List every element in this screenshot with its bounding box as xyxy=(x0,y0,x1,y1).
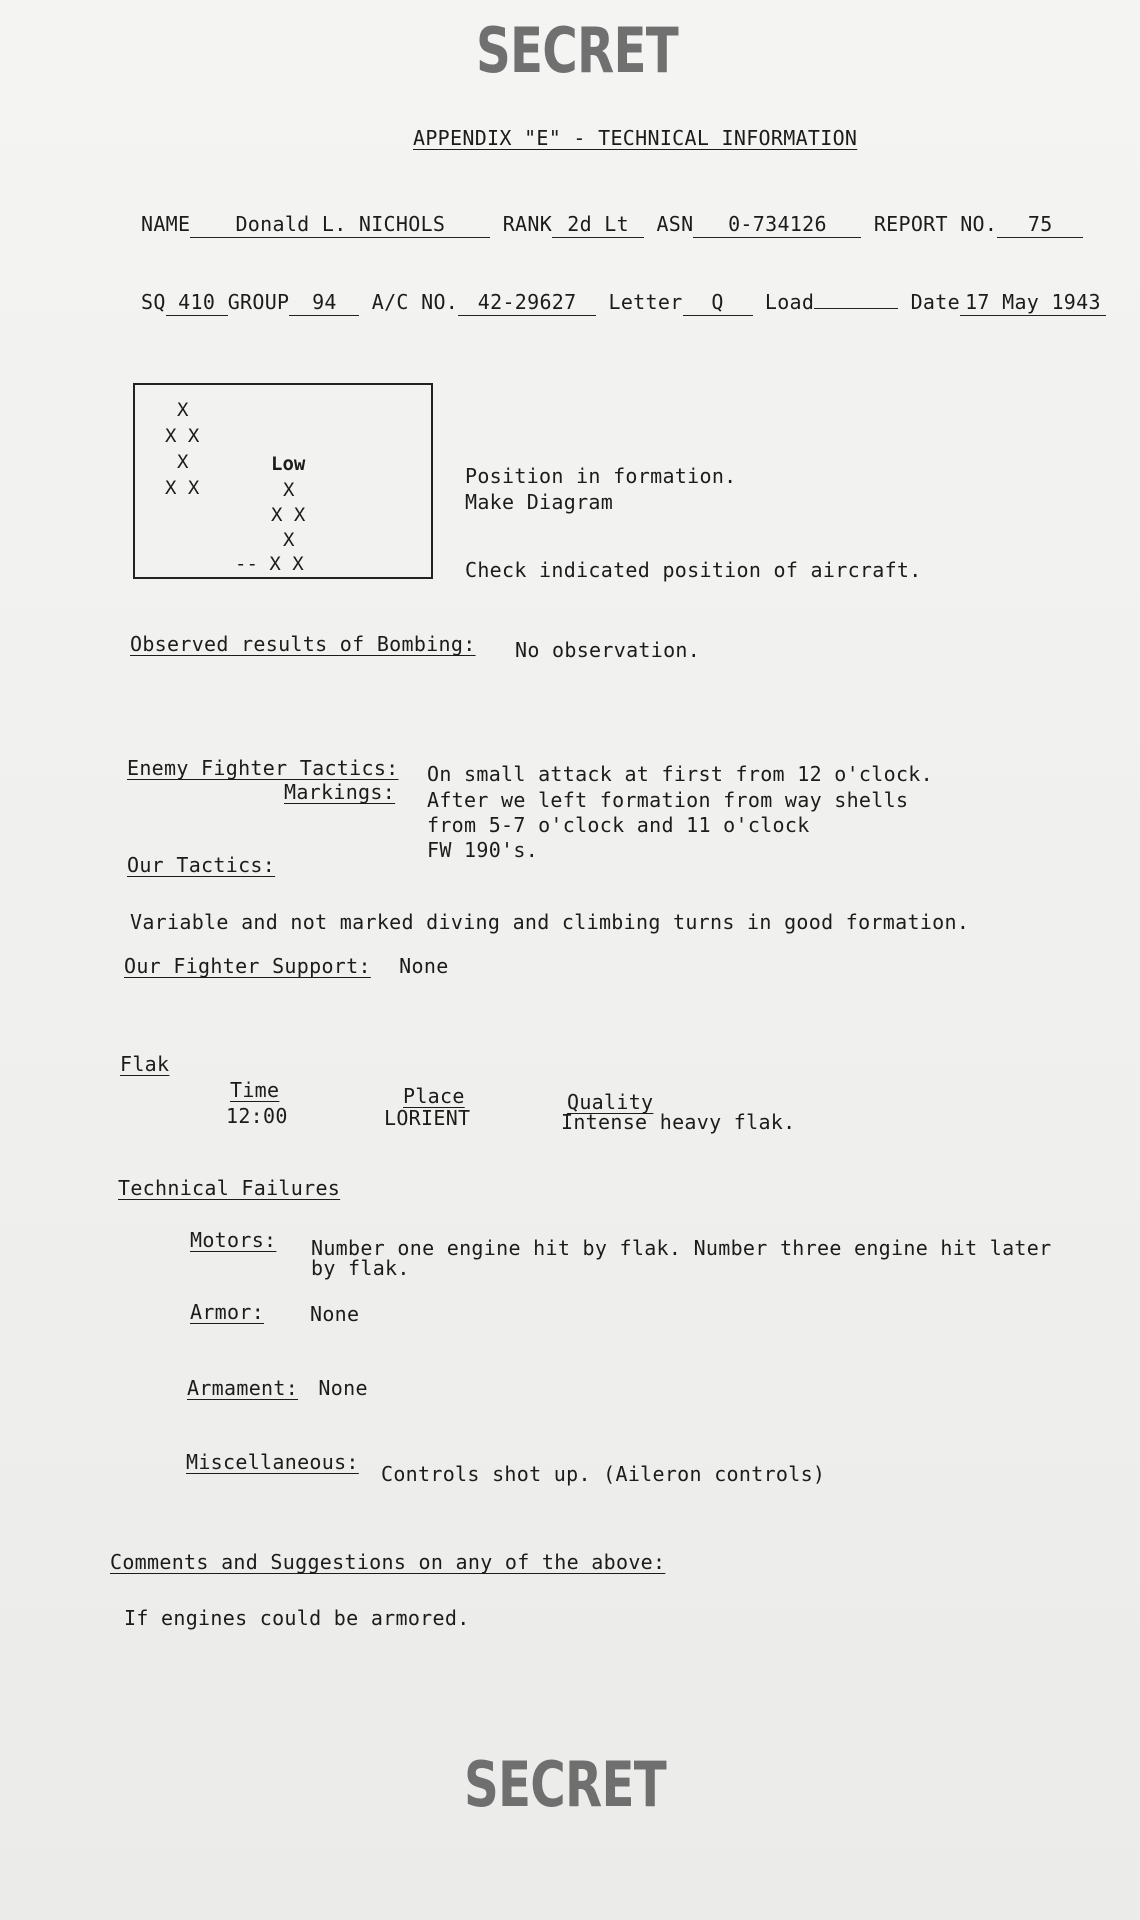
load-label: Load xyxy=(764,290,815,314)
header-row-1 xyxy=(141,212,1083,238)
armament-value: None xyxy=(318,1376,368,1400)
technical-failures-label: Technical Failures xyxy=(118,1176,341,1200)
flak-place-value: LORIENT xyxy=(384,1106,471,1130)
miscellaneous-label: Miscellaneous: xyxy=(186,1450,359,1474)
ac-no-label: A/C NO. xyxy=(371,290,459,314)
formation-mark: X xyxy=(177,451,189,473)
group-field: 94 xyxy=(289,290,359,316)
fighter-support-value: None xyxy=(399,954,449,978)
report-label: REPORT NO. xyxy=(873,212,998,236)
armament-row xyxy=(187,1376,368,1400)
name-field: Donald L. NICHOLS xyxy=(190,212,490,238)
name-label: NAME xyxy=(141,212,191,236)
secret-stamp-bottom: SECRET xyxy=(464,1748,666,1821)
formation-mark: X X xyxy=(271,504,306,526)
markings-label: Markings: xyxy=(284,780,396,804)
date-field: 17 May 1943 xyxy=(960,290,1106,316)
armor-value: None xyxy=(310,1302,360,1326)
rank-field: 2d Lt xyxy=(552,212,644,238)
position-label: Position in formation. xyxy=(465,464,737,488)
header-row-2 xyxy=(141,290,1106,316)
rank-label: RANK xyxy=(502,212,553,236)
comments-label: Comments and Suggestions on any of the above: xyxy=(110,1550,666,1574)
fighter-support-row xyxy=(124,954,449,978)
formation-mark: X xyxy=(177,399,189,421)
formation-diagram xyxy=(133,383,433,579)
formation-mark: X X xyxy=(165,477,200,499)
date-label: Date xyxy=(910,290,960,314)
report-field: 75 xyxy=(997,212,1083,238)
motors-label: Motors: xyxy=(190,1228,277,1252)
formation-mark: X xyxy=(283,529,295,551)
letter-field: Q xyxy=(683,290,753,316)
asn-field: 0-734126 xyxy=(693,212,861,238)
flak-quality-label: Quality xyxy=(567,1090,654,1114)
low-group-label: Low xyxy=(271,453,306,475)
bombing-label: Observed results of Bombing: xyxy=(130,632,476,656)
ac-no-field: 42-29627 xyxy=(458,290,596,316)
enemy-tactics-line: After we left formation from way shells xyxy=(427,788,909,812)
armor-label: Armor: xyxy=(190,1300,265,1324)
our-tactics-label: Our Tactics: xyxy=(127,853,276,877)
armament-label: Armament: xyxy=(187,1376,299,1400)
flak-quality-value: Intense heavy flak. xyxy=(561,1110,796,1134)
fighter-support-label: Our Fighter Support: xyxy=(124,954,371,978)
flak-time-value: 12:00 xyxy=(226,1104,288,1128)
secret-stamp-top: SECRET xyxy=(476,14,678,87)
formation-mark: X X xyxy=(165,425,200,447)
group-label: GROUP xyxy=(227,290,290,314)
motors-value-line: by flak. xyxy=(311,1256,410,1280)
sq-field: 410 xyxy=(166,290,228,316)
formation-mark: X xyxy=(283,479,295,501)
our-tactics-value: Variable and not marked diving and climbing turns in good formation. xyxy=(130,910,970,934)
flak-time-label: Time xyxy=(230,1078,280,1102)
enemy-tactics-line: On small attack at first from 12 o'clock. xyxy=(427,762,933,786)
aircraft-position-mark: -- X X xyxy=(235,553,304,575)
enemy-tactics-label: Enemy Fighter Tactics: xyxy=(127,756,399,780)
check-position-label: Check indicated position of aircraft. xyxy=(465,558,922,582)
bombing-value: No observation. xyxy=(515,638,701,662)
motors-value-line: Number one engine hit by flak. Number three engine hit later xyxy=(311,1236,1052,1260)
enemy-tactics-line: from 5-7 o'clock and 11 o'clock xyxy=(427,813,810,837)
letter-label: Letter xyxy=(608,290,683,314)
flak-place-label: Place xyxy=(403,1084,465,1108)
miscellaneous-value: Controls shot up. (Aileron controls) xyxy=(381,1462,826,1486)
sq-label: SQ xyxy=(141,290,166,314)
asn-label: ASN xyxy=(656,212,694,236)
diagram-label: Make Diagram xyxy=(465,490,614,514)
comments-value: If engines could be armored. xyxy=(124,1606,470,1630)
flak-label: Flak xyxy=(120,1052,170,1076)
document-title: APPENDIX "E" - TECHNICAL INFORMATION xyxy=(413,126,858,150)
enemy-tactics-line: FW 190's. xyxy=(427,838,539,862)
load-field xyxy=(814,307,898,309)
